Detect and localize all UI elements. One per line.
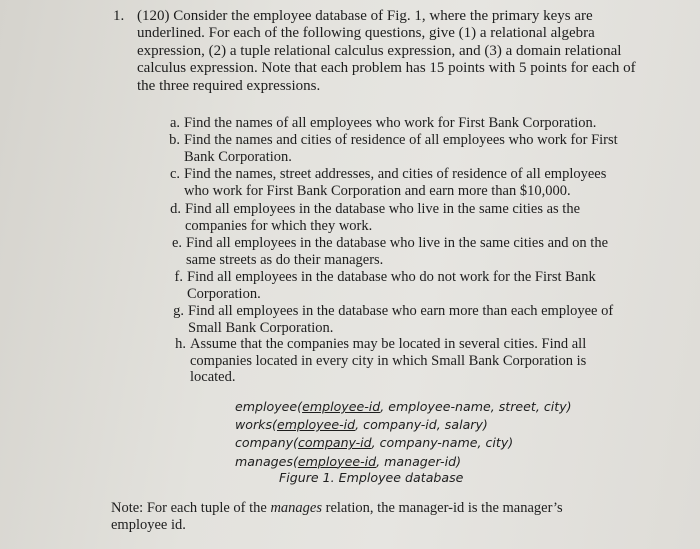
schema-manages xyxy=(235,453,572,471)
part-text: Assume that the companies may be located in several cities. Find all companies located in every city in which Small Bank Corporation is located. xyxy=(190,336,587,386)
schema-works xyxy=(235,416,572,434)
part-text: Find the names and cities of residence of all employees who work for First Bank Corporation. xyxy=(184,132,618,165)
primary-key: employee-id xyxy=(302,399,381,414)
relation-attributes: , manager-id) xyxy=(376,453,461,469)
part-label: b. xyxy=(169,132,180,148)
part-text: Find all employees in the database who live in the same cities as the companies for which they work. xyxy=(185,201,581,234)
part-label: e. xyxy=(171,235,182,251)
relation-name: company( xyxy=(235,435,298,451)
schema-employee xyxy=(235,398,572,416)
relation-attributes: , company-name, city) xyxy=(371,435,514,451)
part-label: c. xyxy=(169,166,180,182)
part-text: Find all employees in the database who live in the same cities and on the same streets as do their managers. xyxy=(186,235,609,268)
primary-key: employee-id xyxy=(297,453,377,469)
relation-attributes: , employee-name, street, city) xyxy=(380,399,572,414)
relation-name: manages( xyxy=(235,453,298,469)
relation-attributes: , company-id, salary) xyxy=(355,417,488,433)
footnote xyxy=(111,500,621,535)
note-suffix: relation, the manager-id is the manager’s employee id. xyxy=(111,500,563,534)
relation-name: works( xyxy=(235,417,277,433)
note-prefix: Note: For each tuple of the xyxy=(111,500,271,516)
part-label: a. xyxy=(169,115,180,131)
part-text: Find the names, street addresses, and cities of residence of all employees who work for First Bank Corporation and earn more than $10,000. xyxy=(184,166,607,199)
part-text: Find the names of all employees who work for First Bank Corporation. xyxy=(184,115,597,131)
figure-caption: Figure 1. Employee database xyxy=(279,470,464,485)
part-label: d. xyxy=(170,201,181,217)
part-label: f. xyxy=(174,269,183,285)
relation-name: employee( xyxy=(235,399,303,414)
primary-key: company-id xyxy=(297,435,372,451)
note-relation: manages xyxy=(270,500,323,516)
employee-schema xyxy=(235,398,572,471)
question-intro: (120) Consider the employee database of Fig. 1, where the primary keys are underlined. For each of the following questions, give (1) a relational algebra expression, (2) a tuple relational calculus expression, and (3) a domain relational calculus expression. Note that each problem has 15 points with 5 points for each of the three required expressions. xyxy=(137,8,636,94)
schema-company xyxy=(235,434,572,452)
part-label: h. xyxy=(175,336,186,352)
part-label: g. xyxy=(173,303,184,319)
primary-key: employee-id xyxy=(276,417,356,433)
part-text: Find all employees in the database who earn more than each employee of Small Bank Corporation. xyxy=(188,303,614,336)
question-number: 1. xyxy=(113,8,125,24)
part-text: Find all employees in the database who do not work for the First Bank Corporation. xyxy=(187,269,596,302)
